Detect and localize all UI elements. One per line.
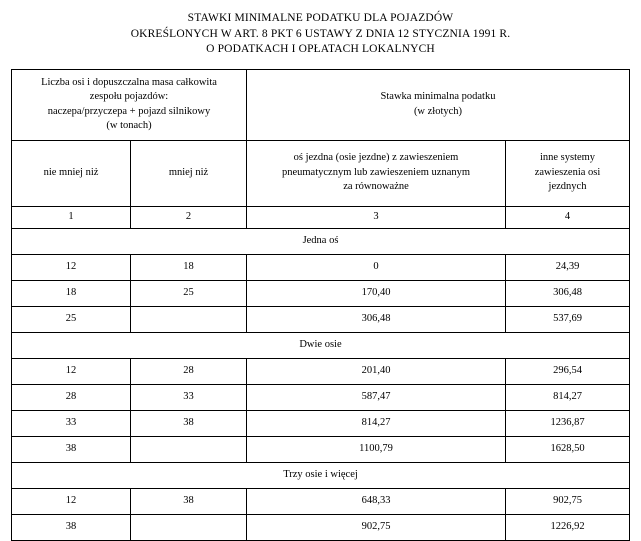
section-title-trzy-osie: Trzy osie i więcej: [12, 462, 630, 488]
cell-rate-pneumatic: 814,27: [247, 410, 506, 436]
header-less-than: mniej niż: [131, 140, 247, 206]
column-number-3: 3: [247, 206, 506, 228]
cell-not-less-than: 25: [12, 306, 131, 332]
cell-rate-pneumatic: 0: [247, 254, 506, 280]
section-title-dwie-osie: Dwie osie: [12, 332, 630, 358]
cell-not-less-than: 38: [12, 514, 131, 540]
section-header-row: [12, 462, 630, 488]
cell-rate-other: 1226,92: [506, 514, 630, 540]
table-row: [12, 358, 630, 384]
cell-rate-pneumatic: 306,48: [247, 306, 506, 332]
table-row: [12, 306, 630, 332]
header-other-suspension-line-1: inne systemy: [539, 152, 596, 164]
rates-table: [11, 69, 630, 541]
cell-rate-pneumatic: 587,47: [247, 384, 506, 410]
header-other-suspension: [506, 140, 630, 206]
page-title: [0, 0, 641, 58]
cell-not-less-than: 38: [12, 436, 131, 462]
header-pneumatic-suspension-line-1: oś jezdna (osie jezdne) z zawieszeniem: [293, 152, 459, 164]
cell-rate-pneumatic: 170,40: [247, 280, 506, 306]
column-number-1: 1: [12, 206, 131, 228]
column-number-4: 4: [506, 206, 630, 228]
header-minimum-rate-line-2: (w złotych): [413, 105, 463, 117]
header-pneumatic-suspension: [247, 140, 506, 206]
cell-less-than: 18: [131, 254, 247, 280]
cell-rate-other: 537,69: [506, 306, 630, 332]
cell-rate-pneumatic: 1100,79: [247, 436, 506, 462]
title-line-3: O PODATKACH I OPŁATACH LOKALNYCH: [206, 43, 435, 55]
cell-less-than: 38: [131, 488, 247, 514]
cell-rate-other: 1628,50: [506, 436, 630, 462]
cell-rate-pneumatic: 902,75: [247, 514, 506, 540]
table-row: [12, 488, 630, 514]
section-header-row: [12, 228, 630, 254]
rates-table-container: [0, 58, 641, 541]
cell-less-than: 28: [131, 358, 247, 384]
header-vehicle-criteria-line-3: naczepa/przyczepa + pojazd silnikowy: [47, 105, 211, 117]
header-pneumatic-suspension-line-3: za równoważne: [343, 181, 409, 193]
table-row: [12, 280, 630, 306]
cell-rate-other: 902,75: [506, 488, 630, 514]
cell-not-less-than: 18: [12, 280, 131, 306]
header-minimum-rate-line-1: Stawka minimalna podatku: [380, 91, 496, 102]
cell-not-less-than: 12: [12, 488, 131, 514]
cell-rate-other: 814,27: [506, 384, 630, 410]
cell-not-less-than: 28: [12, 384, 131, 410]
table-row: [12, 384, 630, 410]
header-minimum-rate: [247, 69, 630, 140]
cell-rate-pneumatic: 648,33: [247, 488, 506, 514]
cell-less-than: 38: [131, 410, 247, 436]
cell-less-than: 25: [131, 280, 247, 306]
table-row: [12, 514, 630, 540]
cell-rate-other: 1236,87: [506, 410, 630, 436]
header-vehicle-criteria-line-1: Liczba osi i dopuszczalna masa całkowita: [41, 76, 217, 88]
header-pneumatic-suspension-line-2: pneumatycznym lub zawieszeniem uznanym: [281, 166, 471, 178]
table-header-sub-row: [12, 140, 630, 206]
cell-less-than: 33: [131, 384, 247, 410]
cell-rate-pneumatic: 201,40: [247, 358, 506, 384]
cell-less-than: [131, 436, 247, 462]
header-other-suspension-line-2: zawieszenia osi: [534, 166, 601, 178]
cell-rate-other: 296,54: [506, 358, 630, 384]
section-title-jedna-os: Jedna oś: [12, 228, 630, 254]
column-number-2: 2: [131, 206, 247, 228]
cell-less-than: [131, 514, 247, 540]
cell-not-less-than: 33: [12, 410, 131, 436]
header-vehicle-criteria-line-4: (w tonach): [106, 120, 152, 131]
header-vehicle-criteria-line-2: zespołu pojazdów:: [89, 91, 169, 102]
header-not-less-than: nie mniej niż: [12, 140, 131, 206]
cell-less-than: [131, 306, 247, 332]
table-row: [12, 254, 630, 280]
cell-not-less-than: 12: [12, 358, 131, 384]
title-line-1: STAWKI MINIMALNE PODATKU DLA POJAZDÓW: [187, 12, 454, 24]
table-row: [12, 410, 630, 436]
cell-rate-other: 24,39: [506, 254, 630, 280]
cell-rate-other: 306,48: [506, 280, 630, 306]
table-row: [12, 436, 630, 462]
table-header-top-row: [12, 69, 630, 140]
header-other-suspension-line-3: jezdnych: [548, 181, 587, 193]
rates-table-body: [12, 69, 630, 540]
column-number-row: [12, 206, 630, 228]
cell-not-less-than: 12: [12, 254, 131, 280]
section-header-row: [12, 332, 630, 358]
header-vehicle-criteria: [12, 69, 247, 140]
title-line-2: OKREŚLONYCH W ART. 8 PKT 6 USTAWY Z DNIA 12 STYCZNIA 1991 R.: [130, 27, 511, 40]
